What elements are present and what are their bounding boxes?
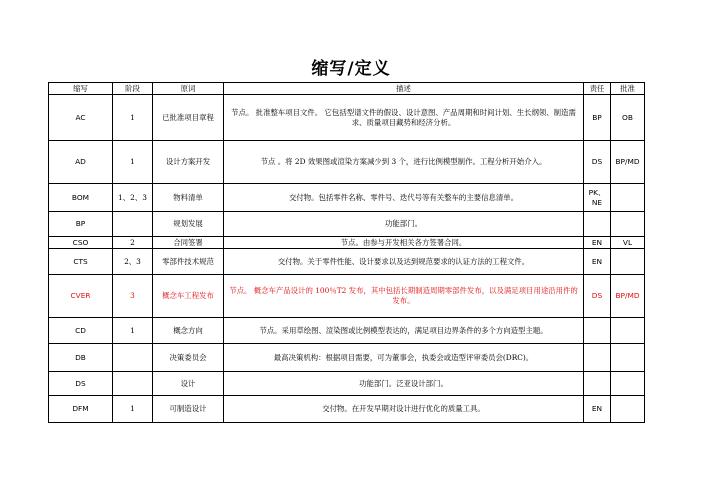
cell-appr: OB (611, 95, 645, 141)
cell-desc: 节点。由参与开发相关各方签署合同。 (224, 237, 584, 249)
cell-desc: 交付物。关于零件性能、设计要求以及达到规范要求的认证方法的工程文件。 (224, 249, 584, 275)
table-row-ds (49, 372, 645, 396)
table-row-bp (49, 212, 645, 237)
cell-stage: 1、2、3 (113, 184, 153, 212)
cell-appr (611, 344, 645, 372)
cell-resp (584, 344, 611, 372)
table-row-bom (49, 184, 645, 212)
cell-stage (113, 372, 153, 396)
cell-abbr: AC (49, 95, 113, 141)
table-row-cd (49, 318, 645, 344)
cell-resp: DS (584, 275, 611, 318)
header-stage: 阶段 (113, 83, 153, 95)
cell-desc: 交付物。包括零件名称、零件号、迭代号等有关整车的主要信息清单。 (224, 184, 584, 212)
cell-resp (584, 318, 611, 344)
cell-term: 可制造设计 (153, 396, 224, 423)
cell-resp: DS (584, 141, 611, 184)
cell-resp: EN (584, 396, 611, 423)
cell-desc: 节点。采用草绘图、渲染图或比例模型表达的，满足项目边界条件的多个方向造型主题。 (224, 318, 584, 344)
cell-desc: 节点。 批准整车项目文件。 它包括型谱文件的假设、设计意图、产品周期和时间计划、生长纲领、制造需求、质量项目藏势和经济分析。 (224, 95, 584, 141)
cell-term: 概念方向 (153, 318, 224, 344)
cell-appr: VL (611, 237, 645, 249)
cell-appr (611, 318, 645, 344)
cell-stage (113, 344, 153, 372)
header-resp: 责任 (584, 83, 611, 95)
header-row (49, 83, 645, 95)
table-row-db (49, 344, 645, 372)
cell-appr (611, 372, 645, 396)
cell-abbr: CD (49, 318, 113, 344)
cell-abbr: CVER (49, 275, 113, 318)
cell-desc: 功能部门。 (224, 212, 584, 237)
cell-desc: 节点 。将 2D 效果图或渲染方案减少到 3 个，进行比例模型制作。工程分析开始介入。 (224, 141, 584, 184)
cell-term: 已批准项目章程 (153, 95, 224, 141)
header-appr: 批准 (611, 83, 645, 95)
cell-resp: PK、NE (584, 184, 611, 212)
cell-desc: 节点。 概念车产品设计的 100％T2 发布，其中包括长期制造周期零部件发布，以及满足项目用途沿用件的发布。 (224, 275, 584, 318)
table-row-ac (49, 95, 645, 141)
page-title: 缩写/定义 (311, 59, 391, 79)
cell-stage: 2、3 (113, 249, 153, 275)
cell-term: 规划发展 (153, 212, 224, 237)
cell-abbr: CSO (49, 237, 113, 249)
cell-resp: BP (584, 95, 611, 141)
cell-appr: BP/MD (611, 141, 645, 184)
cell-term: 设计方案开发 (153, 141, 224, 184)
header-term: 原词 (153, 83, 224, 95)
cell-term: 零部件技术规范 (153, 249, 224, 275)
cell-stage (113, 212, 153, 237)
cell-appr (611, 396, 645, 423)
cell-stage: 1 (113, 95, 153, 141)
cell-resp (584, 372, 611, 396)
cell-appr (611, 249, 645, 275)
cell-abbr: DB (49, 344, 113, 372)
cell-term: 决策委员会 (153, 344, 224, 372)
cell-term: 概念车工程发布 (153, 275, 224, 318)
table-row-cts (49, 249, 645, 275)
header-desc: 描述 (224, 83, 584, 95)
cell-abbr: AD (49, 141, 113, 184)
table-row-ad (49, 141, 645, 184)
cell-abbr: DFM (49, 396, 113, 423)
cell-abbr: DS (49, 372, 113, 396)
cell-stage: 1 (113, 396, 153, 423)
cell-appr (611, 212, 645, 237)
cell-appr (611, 184, 645, 212)
cell-resp: EN (584, 237, 611, 249)
table-row-cso (49, 237, 645, 249)
cell-appr: BP/MD (611, 275, 645, 318)
abbreviation-table (48, 82, 645, 423)
table-row-cver (49, 275, 645, 318)
cell-resp (584, 212, 611, 237)
cell-term: 设计 (153, 372, 224, 396)
cell-abbr: CTS (49, 249, 113, 275)
table-row-dfm (49, 396, 645, 423)
cell-term: 合同签署 (153, 237, 224, 249)
header-abbr: 缩写 (49, 83, 113, 95)
cell-desc: 最高决策机构：根据项目需要，可为董事会，执委会或造型评审委员会(DRC)。 (224, 344, 584, 372)
cell-stage: 2 (113, 237, 153, 249)
cell-stage: 1 (113, 318, 153, 344)
cell-stage: 3 (113, 275, 153, 318)
cell-abbr: BOM (49, 184, 113, 212)
cell-abbr: BP (49, 212, 113, 237)
cell-resp: EN (584, 249, 611, 275)
cell-desc: 功能部门。泛亚设计部门。 (224, 372, 584, 396)
cell-stage: 1 (113, 141, 153, 184)
cell-desc: 交付物。在开发早期对设计进行优化的质量工具。 (224, 396, 584, 423)
cell-term: 物料清单 (153, 184, 224, 212)
